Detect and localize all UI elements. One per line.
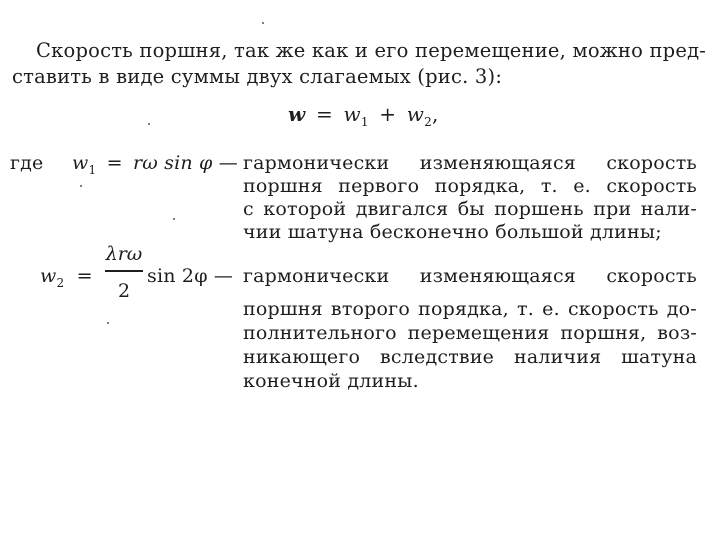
def2-line-1 <box>243 265 697 287</box>
def2-lhs-sub: 2 <box>56 275 65 290</box>
formula-w1-sub: 1 <box>360 115 369 129</box>
def2-word: перемещения <box>407 322 550 344</box>
def2-word: поршня, <box>560 322 647 344</box>
def1-eq: = <box>106 152 123 174</box>
def2-numerator: λrω <box>105 243 143 265</box>
scan-speck <box>107 322 109 324</box>
def1-word: поршня <box>243 175 323 197</box>
def1-lhs: w <box>72 152 89 174</box>
def1-word: гармонически <box>243 152 390 174</box>
def2-lhs-group <box>40 265 93 294</box>
def1-word: поршень <box>494 198 584 220</box>
def2-word: воз- <box>657 322 697 344</box>
paragraph-line-2: ставить в виде суммы двух слагаемых (рис. 3): <box>12 65 503 88</box>
def2-denominator: 2 <box>117 280 131 302</box>
def2-word: т. <box>517 298 534 320</box>
def2-word: изменяющаяся <box>419 265 576 287</box>
def1-word: с <box>243 198 254 220</box>
def2-rhs: sin 2φ — <box>147 265 234 287</box>
def2-word: порядка, <box>418 298 509 320</box>
formula-w1: w <box>343 102 361 126</box>
def1-word: нали- <box>640 198 697 220</box>
def2-word: никающего <box>243 346 361 368</box>
def2-word: е. <box>542 298 560 320</box>
scan-speck <box>80 185 82 187</box>
def2-lhs: w <box>40 265 57 287</box>
def1-line-4: чии шатуна бесконечно большой длины; <box>243 221 662 243</box>
formula-plus: + <box>379 102 397 126</box>
def2-line-2 <box>243 298 697 320</box>
def1-word: скорость <box>606 175 697 197</box>
def2-eq: = <box>76 265 93 287</box>
def1-word: е. <box>573 175 591 197</box>
def1-word: которой <box>263 198 347 220</box>
def2-word: гармонически <box>243 265 390 287</box>
def2-word: полнительного <box>243 322 397 344</box>
scan-speck <box>173 218 175 220</box>
def1-word: при <box>593 198 632 220</box>
def1-word: бы <box>457 198 485 220</box>
def2-fraction-bar <box>105 270 143 272</box>
def1-line-1 <box>243 152 697 174</box>
formula-w2: w <box>406 102 425 126</box>
scan-speck <box>262 22 264 24</box>
def1-word: изменяющаяся <box>419 152 576 174</box>
def1-word: т. <box>540 175 558 197</box>
where-word: где <box>10 152 44 174</box>
def1-word: порядка, <box>434 175 526 197</box>
paragraph-line-1: Скорость поршня, так же как и его перемещение, можно пред- <box>36 39 707 62</box>
def2-word: шатуна <box>621 346 697 368</box>
def2-word: скорость <box>606 265 697 287</box>
def2-line-3 <box>243 322 697 344</box>
def2-line-5: конечной длины. <box>243 370 419 392</box>
formula-w: w <box>288 102 306 126</box>
def2-line-4 <box>243 346 697 368</box>
formula-main <box>288 103 439 133</box>
def1-lhs-sub: 1 <box>88 162 97 177</box>
def2-word: до- <box>666 298 697 320</box>
formula-w2-sub: 2 <box>424 115 432 129</box>
formula-eq: = <box>315 102 333 126</box>
def1-line-2 <box>243 175 697 197</box>
def1-word: скорость <box>606 152 697 174</box>
def2-word: второго <box>330 298 410 320</box>
def2-word: вследствие <box>380 346 495 368</box>
def2-word: скорость <box>567 298 659 320</box>
def1-rhs: rω sin φ — <box>132 152 238 174</box>
def2-word: наличия <box>513 346 602 368</box>
def1-line-3 <box>243 198 697 220</box>
def1-word: первого <box>338 175 420 197</box>
def1-word: двигался <box>355 198 449 220</box>
def1-formula <box>72 152 238 181</box>
formula-comma: , <box>431 102 439 126</box>
scan-speck <box>148 123 150 125</box>
def2-word: поршня <box>243 298 323 320</box>
